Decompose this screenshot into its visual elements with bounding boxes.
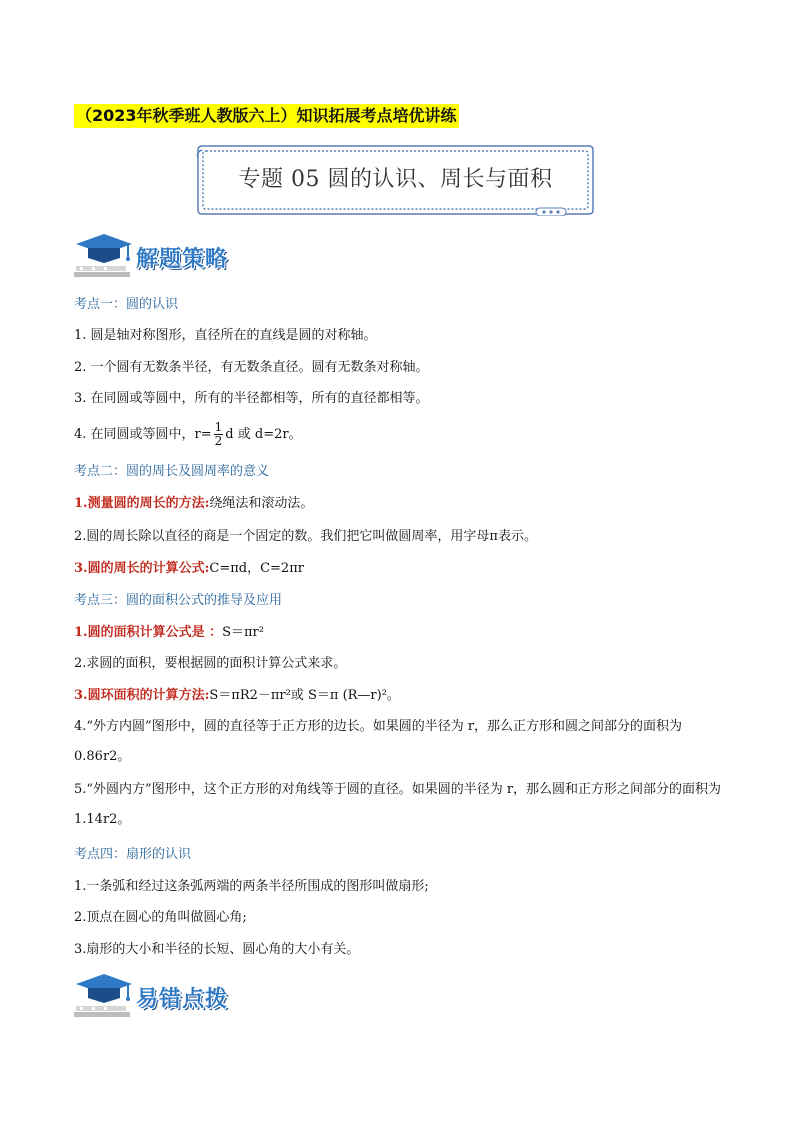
kp1-item-4-pre: 4. 在同圆或等圆中，r= bbox=[74, 427, 212, 442]
kp1-heading: 考点一：圆的认识 bbox=[74, 297, 179, 312]
section-banner-label: 解题策略 bbox=[136, 247, 229, 272]
kp4-heading: 考点四：扇形的认识 bbox=[74, 847, 192, 862]
kp2-item-2: 2.圆的周长除以直径的商是一个固定的数。我们把它叫做圆周率，用字母π表示。 bbox=[74, 529, 537, 544]
graduation-cap-icon bbox=[74, 232, 134, 280]
kp1-item-1: 1. 圆是轴对称图形，直径所在的直线是圆的对称轴。 bbox=[74, 328, 377, 343]
kp4-item-2: 2.顶点在圆心的角叫做圆心角; bbox=[74, 910, 247, 925]
kp1-item-3: 3. 在同圆或等圆中，所有的半径都相等，所有的直径都相等。 bbox=[74, 391, 429, 406]
fraction-denominator: 2 bbox=[214, 434, 223, 448]
kp3-item-2: 2.求圆的面积，要根据圆的面积计算公式来求。 bbox=[74, 656, 347, 671]
kp4-item-3: 3.扇形的大小和半径的长短、圆心角的大小有关。 bbox=[74, 942, 360, 957]
kp2-item-3-label: 3.圆的周长的计算公式: bbox=[74, 561, 210, 576]
kp2-item-3 bbox=[74, 560, 734, 578]
page-title: 专题 05 圆的认识、周长与面积 bbox=[238, 167, 553, 192]
section-banner-strategy bbox=[74, 232, 304, 282]
kp1-item-4-post: d 或 d=2r。 bbox=[225, 427, 302, 442]
kp3-item-1 bbox=[74, 624, 734, 642]
kp3-heading: 考点三：圆的面积公式的推导及应用 bbox=[74, 593, 283, 608]
kp2-heading: 考点二：圆的周长及圆周率的意义 bbox=[74, 464, 270, 479]
kp3-item-1-text: S＝πr² bbox=[222, 625, 264, 640]
kp4-item-1: 1.一条弧和经过这条弧两端的两条半径所围成的图形叫做扇形; bbox=[74, 879, 429, 894]
kp2-item-1 bbox=[74, 495, 734, 513]
graduation-cap-icon bbox=[74, 972, 134, 1020]
kp3-item-3-text: S＝πR2－πr²或 S＝π (R—r)²。 bbox=[209, 688, 400, 703]
kp3-item-5: 5.“外圆内方”图形中，这个正方形的对角线等于圆的直径。如果圆的半径为 r，那么圆和正方形之间部分的面积为 1.14r2。 bbox=[74, 782, 722, 827]
title-frame bbox=[196, 144, 595, 216]
kp1-item-2: 2. 一个圆有无数条半径，有无数条直径。圆有无数条对称轴。 bbox=[74, 360, 429, 375]
fraction-numerator: 1 bbox=[214, 420, 223, 434]
section-banner-label: 易错点拨 bbox=[136, 987, 229, 1012]
kp3-item-3-label: 3.圆环面积的计算方法: bbox=[74, 688, 210, 703]
kp3-item-4: 4.“外方内圆”图形中，圆的直径等于正方形的边长。如果圆的半径为 r，那么正方形和圆之间部分的面积为 0.86r2。 bbox=[74, 719, 683, 764]
section-banner-mistakes bbox=[74, 972, 304, 1022]
kp3-item-3 bbox=[74, 687, 734, 705]
fraction-half bbox=[214, 421, 224, 448]
kp1-item-4 bbox=[74, 420, 734, 450]
kp2-item-3-text: C=πd，C=2πr bbox=[209, 561, 304, 576]
document-header: （2023年秋季班人教版六上）知识拓展考点培优讲练 bbox=[74, 104, 459, 128]
kp3-item-1-label: 1.圆的面积计算公式是 ： bbox=[74, 625, 223, 640]
kp2-item-1-text: 绕绳法和滚动法。 bbox=[209, 496, 314, 511]
kp2-item-1-label: 1.测量圆的周长的方法: bbox=[74, 496, 210, 511]
